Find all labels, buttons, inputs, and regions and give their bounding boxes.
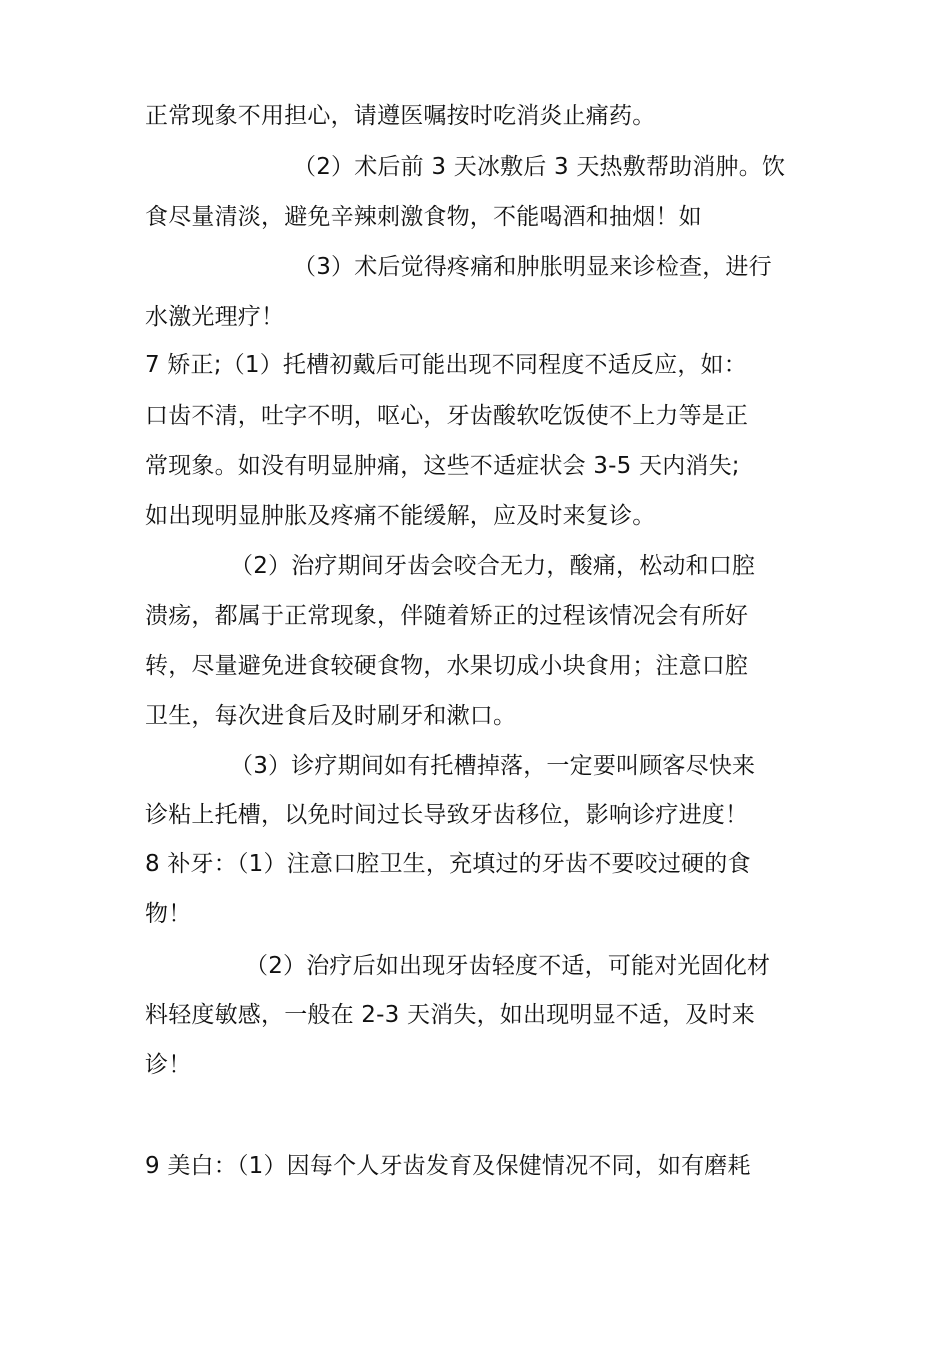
text-line: 诊！ bbox=[145, 1052, 192, 1078]
text-line: 正常现象不用担心，请遵医嘱按时吃消炎止痛药。 bbox=[145, 103, 656, 129]
text-line: 常现象。如没有明显肿痛，这些不适症状会 3-5 天内消失; bbox=[145, 453, 740, 479]
text-line: 料轻度敏感，一般在 2-3 天消失，如出现明显不适，及时来 bbox=[145, 1002, 755, 1028]
text-line: （2）治疗期间牙齿会咬合无力，酸痛，松动和口腔 bbox=[230, 553, 756, 579]
text-line: 卫生，每次进食后及时刷牙和漱口。 bbox=[145, 703, 517, 729]
text-line: （3）术后觉得疼痛和肿胀明显来诊检查，进行 bbox=[293, 254, 772, 280]
text-line: 7 矫正;（1）托槽初戴后可能出现不同程度不适反应，如： bbox=[145, 352, 747, 378]
text-line: 食尽量清淡，避免辛辣刺激食物，不能喝酒和抽烟！如 bbox=[145, 204, 702, 230]
text-line: （2）术后前 3 天冰敷后 3 天热敷帮助消肿。饮 bbox=[293, 154, 786, 180]
text-line: 如出现明显肿胀及疼痛不能缓解，应及时来复诊。 bbox=[145, 503, 656, 529]
text-line: 9 美白：（1）因每个人牙齿发育及保健情况不同，如有磨耗 bbox=[145, 1153, 751, 1179]
text-line: 水激光理疗！ bbox=[145, 304, 285, 330]
text-line: 诊粘上托槽，以免时间过长导致牙齿移位，影响诊疗进度！ bbox=[145, 802, 749, 828]
text-line: 溃疡，都属于正常现象，伴随着矫正的过程该情况会有所好 bbox=[145, 603, 749, 629]
text-line: 8 补牙：（1）注意口腔卫生，充填过的牙齿不要咬过硬的食 bbox=[145, 851, 751, 877]
text-line: 物！ bbox=[145, 901, 192, 927]
text-line: （3）诊疗期间如有托槽掉落，一定要叫顾客尽快来 bbox=[230, 753, 756, 779]
text-line: （2）治疗后如出现牙齿轻度不适，可能对光固化材 bbox=[245, 953, 771, 979]
text-line: 口齿不清，吐字不明，呕心，牙齿酸软吃饭使不上力等是正 bbox=[145, 403, 749, 429]
text-line: 转，尽量避免进食较硬食物，水果切成小块食用；注意口腔 bbox=[145, 653, 749, 679]
